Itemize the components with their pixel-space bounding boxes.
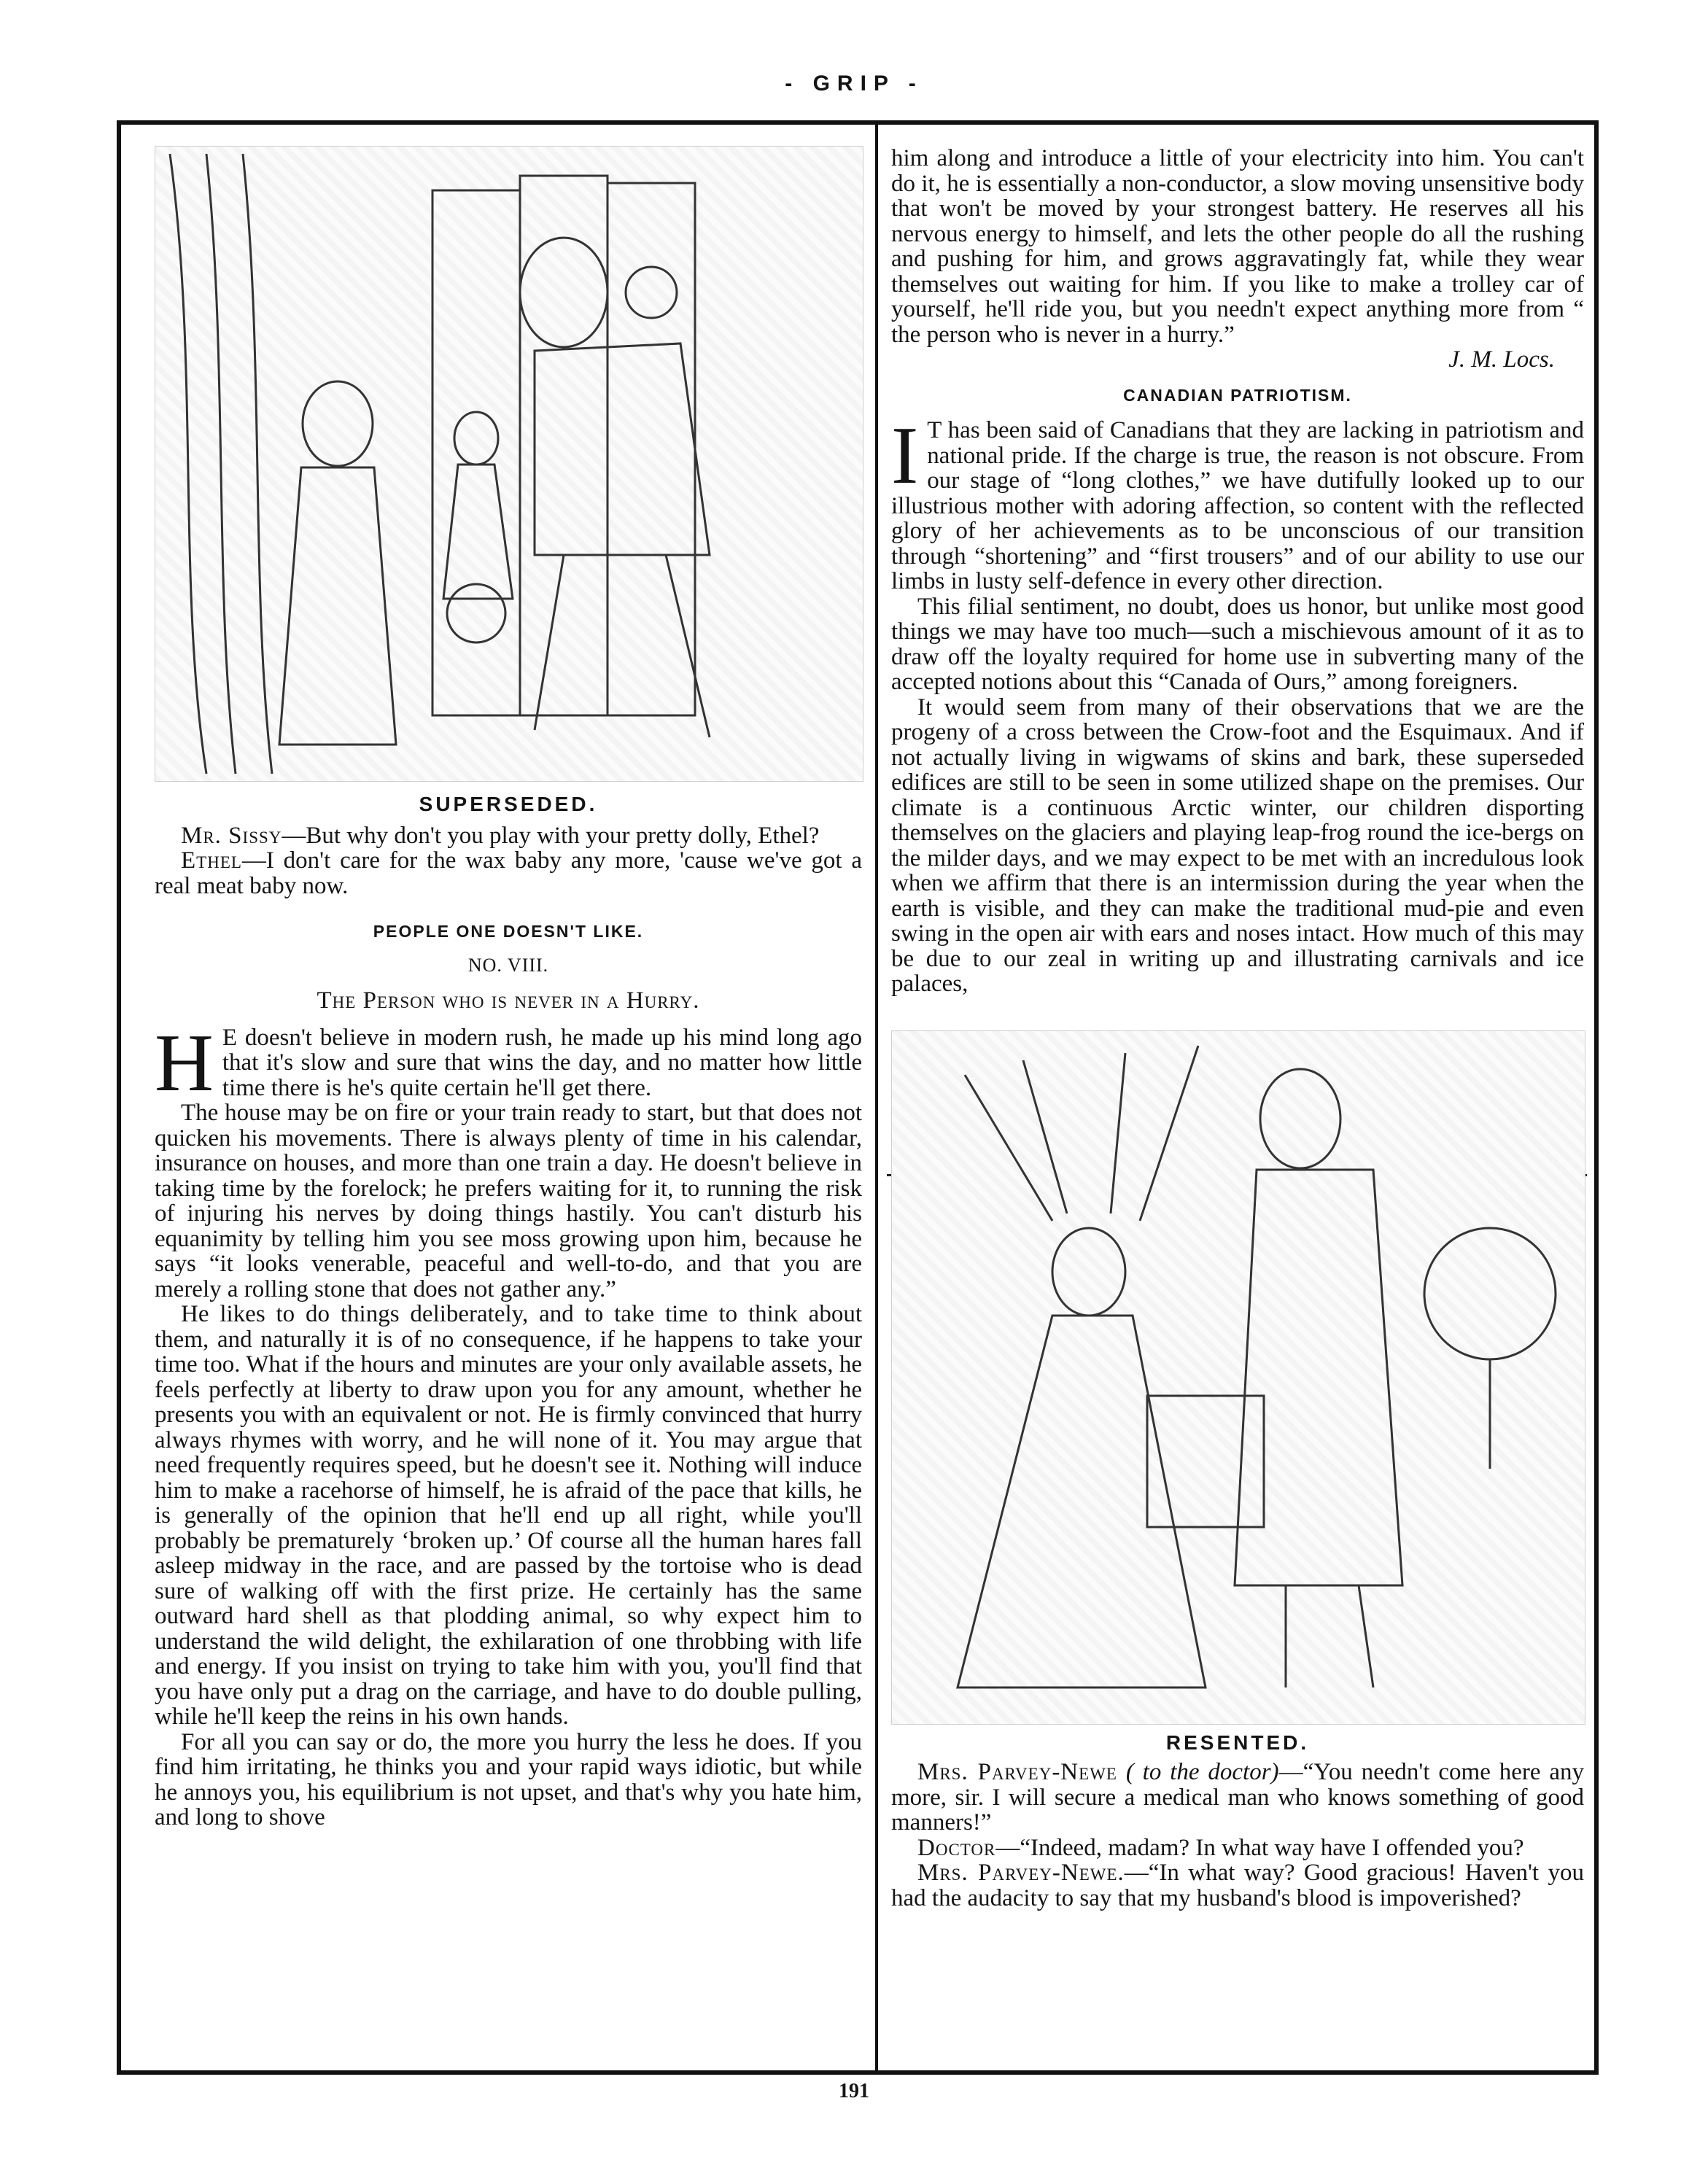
people-continuation: him along and introduce a little of your electricity into him. You can't do it, he is essentially a non-conductor, a slow moving unsensitive body that won't be moved by your strongest battery. He reserves all his nervous energy to himself, and lets the other people do all the rushing and pushing for him, and grows aggravatingly fat, while they wear themselves out waiting for him. If you like to make a trolley car of yourself, he'll ride you, but you needn't expect anything more from “ the person who is never in a hurry.” (891, 145, 1584, 348)
dialogue-text: —“You needn't come here any more, sir. I will secure a medical man who knows something of good manners!” (891, 1759, 1585, 1836)
superseded-illustration (155, 146, 863, 782)
patriotism-paragraph-3: It would seem from many of their observations that we are the progeny of a cross between the Crow-foot and the Esquimaux. And if not actually living in wigwams of skins and bark, these superseded edifices are still to be seen in some utilized shape on the premises. Our climate is a continuous Arctic winter, our children disporting themselves on the glaciers and playing leap-frog round the ice-bergs on the milder days, and we may expect to be met with an incredulous look when we affirm that there is an intermission during the year when the earth is visible, and they can make the traditional mud-pie and even swing in the open air with ears and noses intact. How much of this may be due to our zeal in writing up and illustrating carnivals and ice palaces, (891, 694, 1584, 997)
speaker-name: Mr. Sissy (181, 822, 282, 849)
right-column (891, 146, 1584, 1911)
speaker-name: Ethel (181, 847, 242, 874)
people-paragraph-3: He likes to do things deliberately, and to take time to think about them, and naturally it is of no consequence, if he happens to take your time too. What if the hours and minutes are your only available assets, he feels perfectly at liberty to draw upon you for any amount, whether he presents you with an equivalent or not. He is firmly convinced that hurry always rhymes with worry, and he will none of it. You may argue that need frequently requires speed, but he doesn't see it. Nothing will induce him to make a racehorse of himself, he is afraid of the pace that kills, he is generally of the opinion that he'll end up all right, while you'll probably be prematurely ‘broken up.’ Of course all the human hares fall asleep midway in the race, and are passed by the tortoise who is dead sure of walking off with the first prize. He certainly has the same outward hard shell as that plodding animal, so why expect him to understand the wild delight, the exhilaration of one throbbing with life and energy. If you insist on trying to take him with you, you'll find that you have only put a drag on the carriage, and have to do double pulling, while he'll keep the reins in his own hands. (155, 1301, 862, 1730)
resented-caption: RESENTED. (1165, 1731, 1310, 1754)
speaker-name: Doctor (917, 1834, 996, 1861)
left-column (155, 146, 862, 1830)
patriotism-heading: CANADIAN PATRIOTISM. (1123, 385, 1352, 405)
patriotism-paragraph-1: I T has been said of Canadians that they are lacking in patriotism and national pride. If the charge is true, the reason is not obscure. From our stage of “long clothes,” we have dutifully looked up to our illustrious mother with adoring affection, so content with the reflected glory of her achievements as to be unconscious of our transition through “shortening” and “first trousers” and of our ability to use our limbs in lusty self-defence in every other direction. (891, 411, 1584, 594)
resented-line-3 (891, 1860, 1584, 1911)
speaker-name: Mrs. Parvey-Newe (917, 1759, 1117, 1785)
people-heading: PEOPLE ONE DOESN'T LIKE. (373, 922, 644, 941)
dialogue-text: —But why don't you play with your pretty dolly, Ethel? (282, 822, 820, 849)
people-paragraph-2: The house may be on fire or your train ready to start, but that does not quicken his movements. There is always plenty of time in his calendar, insurance on houses, and more than one train a day. He doesn't believe in taking time by the forelock; he prefers waiting for it, to running the risk of injuring his nerves by doing things hastily. You can't disturb his equanimity by telling him you see moss growing upon him, because he says “it looks venerable, peaceful and well-to-do, and that you are merely a rolling stone that does not gather any.” (155, 1100, 862, 1302)
drop-cap: H (155, 1017, 214, 1108)
resented-illustration (891, 1030, 1585, 1725)
superseded-caption: SUPERSEDED. (419, 793, 598, 815)
stage-direction: ( to the doctor) (1125, 1759, 1279, 1785)
column-divider (875, 120, 878, 2075)
people-subtitle: The Person who is never in a Hurry. (317, 987, 700, 1014)
resented-line-1 (891, 1760, 1584, 1836)
dialogue-text: —“Indeed, madam? In what way have I offended you? (995, 1834, 1524, 1861)
dialogue-text: —I don't care for the wax baby any more, 'cause we've got a real meat baby now. (155, 847, 862, 899)
people-paragraph-1: H E doesn't believe in modern rush, he made up his mind long ago that it's slow and sure that wins the day, and no matter how little time there is he's quite certain he'll get there. (155, 1017, 862, 1108)
dialogue-text: —“In what way? Good gracious! Haven't you had the audacity to say that my husband's blood is impoverished? (891, 1860, 1584, 1911)
page-number: 191 (839, 2080, 869, 2102)
masthead: - GRIP - (785, 71, 923, 96)
drop-cap: I (891, 411, 919, 501)
superseded-line-2 (155, 848, 862, 898)
signature: J. M. Locs. (1448, 346, 1555, 373)
patriotism-paragraph-2: This filial sentiment, no doubt, does us honor, but unlike most good things we may have too much—such a mischievous amount of it as to draw off the loyalty required for home use in subverting many of the accepted notions about this “Canada of Ours,” among foreigners. (891, 593, 1584, 695)
people-number: NO. VIII. (467, 954, 549, 976)
resented-line-2 (891, 1836, 1584, 1861)
superseded-line-1 (155, 823, 862, 849)
speaker-name: Mrs. Parvey-Newe. (917, 1860, 1125, 1886)
people-paragraph-4: For all you can say or do, the more you hurry the less he does. If you find him irritating, he thinks you and your rapid ways idiotic, but while he annoys you, his equilibrium is not upset, and that's why you hate him, and long to shove (155, 1728, 862, 1830)
